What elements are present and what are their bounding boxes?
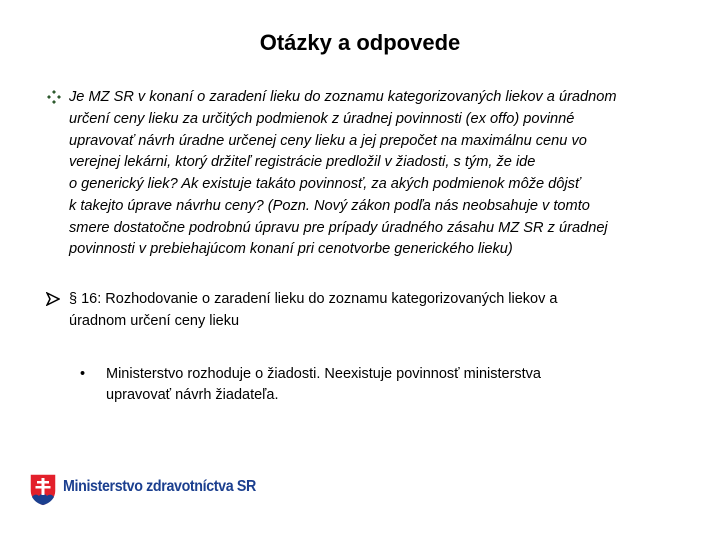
question-line: k takejto úprave návrhu ceny? (Pozn. Nový zákon podľa nás neobsahuje v tomto	[69, 198, 590, 214]
answer-bullet: •	[80, 366, 86, 382]
question-line: určení ceny lieku za určitých podmienok z úradnej povinnosti (ex offo) povinné	[69, 111, 575, 127]
question-line: o generický liek? Ak existuje takáto povinnosť, za akých podmienok môže dôjsť	[69, 176, 581, 192]
question-line: smere dostatočne podrobnú úpravu pre prípady úradného zásahu MZ SR z úradnej	[69, 220, 608, 236]
section-line: úradnom určení ceny lieku	[69, 313, 240, 329]
question-line: povinnosti v prebiehajúcom konaní pri cenotvorbe generického lieku)	[69, 241, 513, 257]
diamond-dots-bullet-icon	[47, 90, 61, 104]
answer-line: upravovať návrh žiadateľa.	[106, 387, 279, 403]
logo-text: Ministerstvo zdravotníctva SR	[63, 478, 256, 495]
question-line: upravovať návrh úradne určenej ceny lieku a jej prepočet na maximálnu cenu vo	[69, 133, 587, 149]
question-line: verejnej lekárni, ktorý držiteľ registrácie predložil v žiadosti, s tým, že ide	[69, 154, 536, 170]
ministry-logo	[29, 473, 256, 512]
slovak-coat-of-arms-icon	[29, 473, 57, 507]
section-line: § 16: Rozhodovanie o zaradení lieku do zoznamu kategorizovaných liekov a	[69, 291, 558, 307]
answer-line: Ministerstvo rozhoduje o žiadosti. Neexistuje povinnosť ministerstva	[106, 366, 541, 382]
arrow-bullet-icon	[46, 292, 60, 306]
slide-title: Otázky a odpovede	[259, 30, 461, 55]
question-line: Je MZ SR v konaní o zaradení lieku do zoznamu kategorizovaných liekov a úradnom	[69, 89, 617, 105]
